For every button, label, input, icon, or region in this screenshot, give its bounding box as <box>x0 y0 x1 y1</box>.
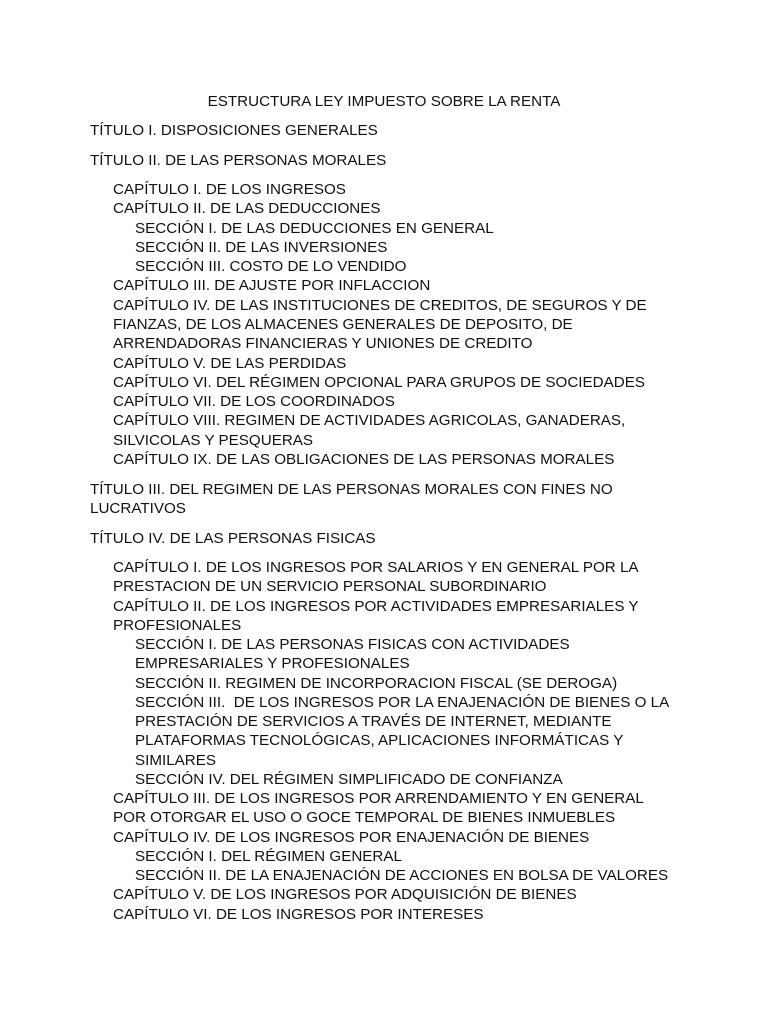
t4-capitulo-3-line-2: POR OTORGAR EL USO O GOCE TEMPORAL DE BIENES INMUEBLES <box>113 809 616 826</box>
t4-capitulo-2-line-2: PROFESIONALES <box>113 617 242 634</box>
t2-c2-seccion-1: SECCIÓN I. DE LAS DEDUCCIONES EN GENERAL <box>135 220 494 237</box>
t2-capitulo-8-line-2: SILVICOLAS Y PESQUERAS <box>113 432 314 449</box>
t4-c4-seccion-1: SECCIÓN I. DEL RÉGIMEN GENERAL <box>135 848 402 865</box>
t2-capitulo-4-line-2: FIANZAS, DE LOS ALMACENES GENERALES DE DEPOSITO, DE <box>113 316 573 333</box>
t2-capitulo-1: CAPÍTULO I. DE LOS INGRESOS <box>113 181 346 198</box>
t2-capitulo-5: CAPÍTULO V. DE LAS PERDIDAS <box>113 355 347 372</box>
document-title: ESTRUCTURA LEY IMPUESTO SOBRE LA RENTA <box>207 93 561 110</box>
t2-capitulo-2: CAPÍTULO II. DE LAS DEDUCCIONES <box>113 200 381 217</box>
t4-c2-seccion-3-line-3: PLATAFORMAS TECNOLÓGICAS, APLICACIONES INFORMÁTICAS Y <box>135 732 624 749</box>
t4-c2-seccion-4: SECCIÓN IV. DEL RÉGIMEN SIMPLIFICADO DE CONFIANZA <box>135 771 563 788</box>
t4-c2-seccion-1-line-1: SECCIÓN I. DE LAS PERSONAS FISICAS CON ACTIVIDADES <box>135 636 570 653</box>
titulo-2: TÍTULO II. DE LAS PERSONAS MORALES <box>90 152 387 169</box>
t4-capitulo-4: CAPÍTULO IV. DE LOS INGRESOS POR ENAJENACIÓN DE BIENES <box>113 829 590 846</box>
t4-capitulo-1-line-1: CAPÍTULO I. DE LOS INGRESOS POR SALARIOS Y EN GENERAL POR LA <box>113 559 639 576</box>
t4-capitulo-5: CAPÍTULO V. DE LOS INGRESOS POR ADQUISICIÓN DE BIENES <box>113 886 577 903</box>
t4-capitulo-3-line-1: CAPÍTULO III. DE LOS INGRESOS POR ARRENDAMIENTO Y EN GENERAL <box>113 790 644 807</box>
t2-capitulo-8-line-1: CAPÍTULO VIII. REGIMEN DE ACTIVIDADES AGRICOLAS, GANADERAS, <box>113 412 626 429</box>
t4-c2-seccion-3-line-4: SIMILARES <box>135 752 217 769</box>
t4-c2-seccion-2: SECCIÓN II. REGIMEN DE INCORPORACION FISCAL (SE DEROGA) <box>135 675 618 692</box>
t2-capitulo-4-line-3: ARRENDADORAS FINANCIERAS Y UNIONES DE CREDITO <box>113 335 533 352</box>
t4-capitulo-6: CAPÍTULO VI. DE LOS INGRESOS POR INTERESES <box>113 906 484 923</box>
t4-c2-seccion-3-line-2: PRESTACIÓN DE SERVICIOS A TRAVÉS DE INTERNET, MEDIANTE <box>135 713 612 730</box>
t2-capitulo-4-line-1: CAPÍTULO IV. DE LAS INSTITUCIONES DE CREDITOS, DE SEGUROS Y DE <box>113 297 647 314</box>
t4-c2-seccion-3-line-1: SECCIÓN III. DE LOS INGRESOS POR LA ENAJENACIÓN DE BIENES O LA <box>135 694 670 711</box>
t4-c4-seccion-2: SECCIÓN II. DE LA ENAJENACIÓN DE ACCIONES EN BOLSA DE VALORES <box>135 867 669 884</box>
t2-capitulo-3: CAPÍTULO III. DE AJUSTE POR INFLACCION <box>113 277 431 294</box>
t4-capitulo-2-line-1: CAPÍTULO II. DE LOS INGRESOS POR ACTIVIDADES EMPRESARIALES Y <box>113 598 639 615</box>
titulo-1: TÍTULO I. DISPOSICIONES GENERALES <box>90 122 378 139</box>
titulo-3-line-2: LUCRATIVOS <box>90 500 186 517</box>
t2-capitulo-6: CAPÍTULO VI. DEL RÉGIMEN OPCIONAL PARA GRUPOS DE SOCIEDADES <box>113 374 645 391</box>
titulo-4: TÍTULO IV. DE LAS PERSONAS FISICAS <box>90 530 376 547</box>
t2-capitulo-7: CAPÍTULO VII. DE LOS COORDINADOS <box>113 393 395 410</box>
t4-capitulo-1-line-2: PRESTACION DE UN SERVICIO PERSONAL SUBORDINARIO <box>113 578 547 595</box>
t2-c2-seccion-3: SECCIÓN III. COSTO DE LO VENDIDO <box>135 258 407 275</box>
titulo-3-line-1: TÍTULO III. DEL REGIMEN DE LAS PERSONAS MORALES CON FINES NO <box>90 481 613 498</box>
t2-c2-seccion-2: SECCIÓN II. DE LAS INVERSIONES <box>135 239 388 256</box>
t4-c2-seccion-1-line-2: EMPRESARIALES Y PROFESIONALES <box>135 655 410 672</box>
t2-capitulo-9: CAPÍTULO IX. DE LAS OBLIGACIONES DE LAS PERSONAS MORALES <box>113 451 615 468</box>
